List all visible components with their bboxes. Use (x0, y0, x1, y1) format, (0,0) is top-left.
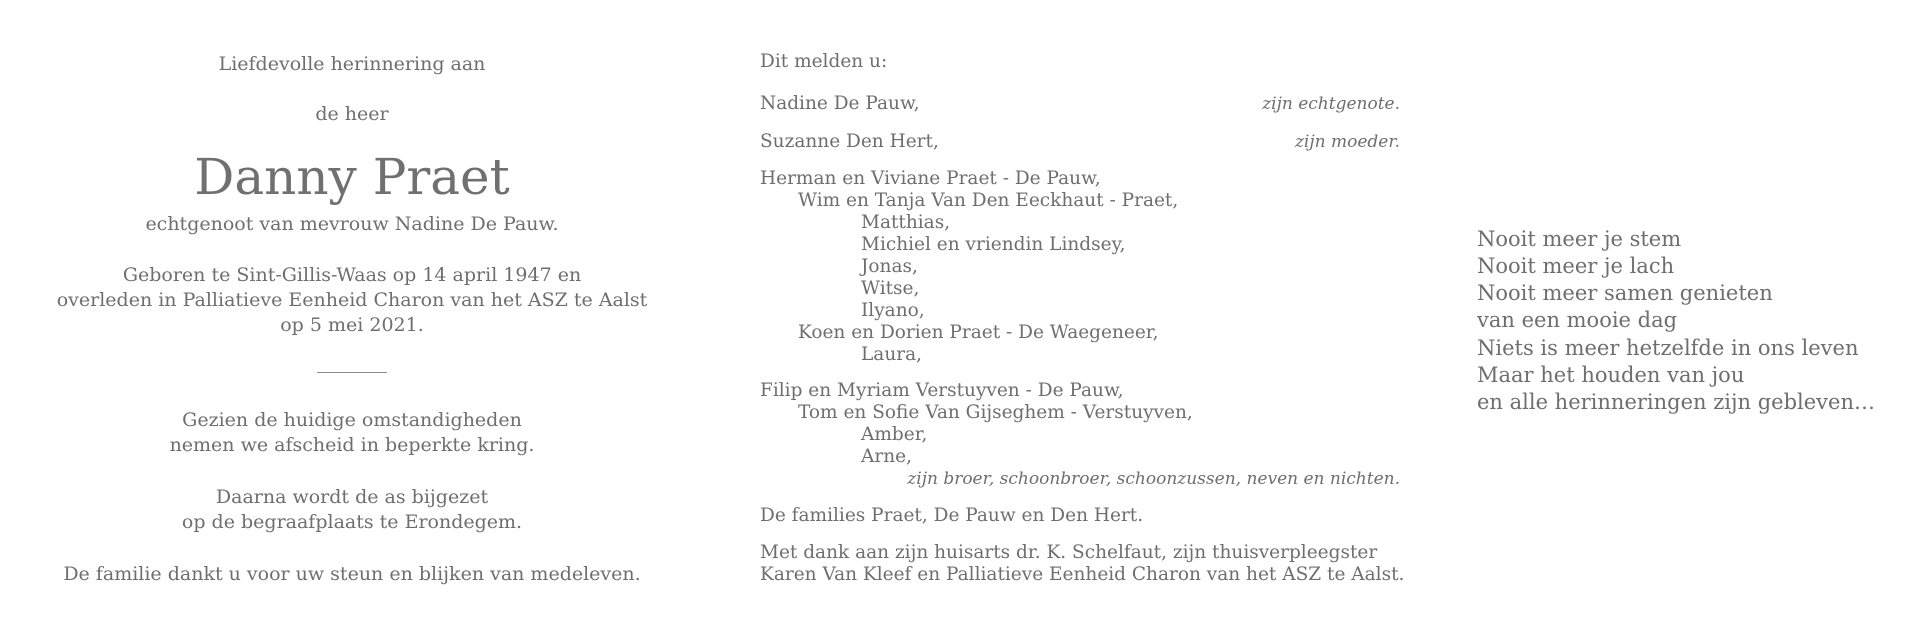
family-member: Filip en Myriam Verstuyven - De Pauw, (760, 380, 1124, 401)
poem-line: Niets is meer hetzelfde in ons leven (1477, 336, 1859, 360)
family-member: Herman en Viviane Praet - De Pauw, (760, 168, 1101, 189)
family-member: Jonas, (861, 256, 918, 277)
family-member: Amber, (861, 424, 928, 445)
spouse-line: echtgenoot van mevrouw Nadine De Pauw. (145, 213, 559, 235)
family-member: Koen en Dorien Praet - De Waegeneer, (798, 322, 1159, 343)
mother-name: Suzanne Den Hert, (760, 131, 939, 152)
families-line: De families Praet, De Pauw en Den Hert. (760, 505, 1144, 526)
gratitude-line-1: Met dank aan zijn huisarts dr. K. Schelfaut, zijn thuisverpleegster (760, 542, 1378, 563)
family-member: Laura, (861, 344, 922, 365)
salutation-text: de heer (315, 103, 389, 125)
family-member: Ilyano, (861, 300, 925, 321)
family-member: Michiel en vriendin Lindsey, (861, 234, 1126, 255)
wife-relation: zijn echtgenote. (1262, 94, 1400, 114)
poem-line: Maar het houden van jou (1477, 363, 1745, 387)
circumstances-line-1: Gezien de huidige omstandigheden (182, 409, 522, 431)
wife-name: Nadine De Pauw, (760, 93, 920, 114)
family-heading: Dit melden u: (760, 51, 888, 72)
poem-line: Nooit meer samen genieten (1477, 281, 1773, 305)
intro-text: Liefdevolle herinnering aan (218, 53, 486, 75)
birth-line-3: op 5 mei 2021. (280, 314, 424, 336)
poem-line: Nooit meer je stem (1477, 227, 1682, 251)
birth-line-1: Geboren te Sint-Gillis-Waas op 14 april 1947 en (122, 264, 582, 286)
burial-line-2: op de begraafplaats te Erondegem. (181, 511, 523, 533)
mother-relation: zijn moeder. (1294, 132, 1400, 152)
family-member: Witse, (861, 278, 920, 299)
divider-line (317, 372, 387, 373)
circumstances-line-2: nemen we afscheid in beperkte kring. (169, 434, 535, 456)
gratitude-line-2: Karen Van Kleef en Palliatieve Eenheid Charon van het ASZ te Aalst. (760, 564, 1405, 585)
family-member: Matthias, (861, 212, 951, 233)
poem-line: van een mooie dag (1477, 308, 1678, 332)
birth-line-2: overleden in Palliatieve Eenheid Charon van het ASZ te Aalst (56, 289, 648, 311)
thanks-text: De familie dankt u voor uw steun en blijken van medeleven. (63, 563, 641, 585)
burial-line-1: Daarna wordt de as bijgezet (215, 486, 489, 508)
deceased-name: Danny Praet (194, 148, 510, 206)
siblings-relation: zijn broer, schoonbroer, schoonzussen, neven en nichten. (907, 469, 1400, 489)
family-member: Tom en Sofie Van Gijseghem - Verstuyven, (798, 402, 1193, 423)
poem-line: en alle herinneringen zijn gebleven… (1477, 390, 1875, 414)
poem-line: Nooit meer je lach (1477, 254, 1675, 278)
family-member: Wim en Tanja Van Den Eeckhaut - Praet, (798, 190, 1179, 211)
family-member: Arne, (861, 446, 912, 467)
